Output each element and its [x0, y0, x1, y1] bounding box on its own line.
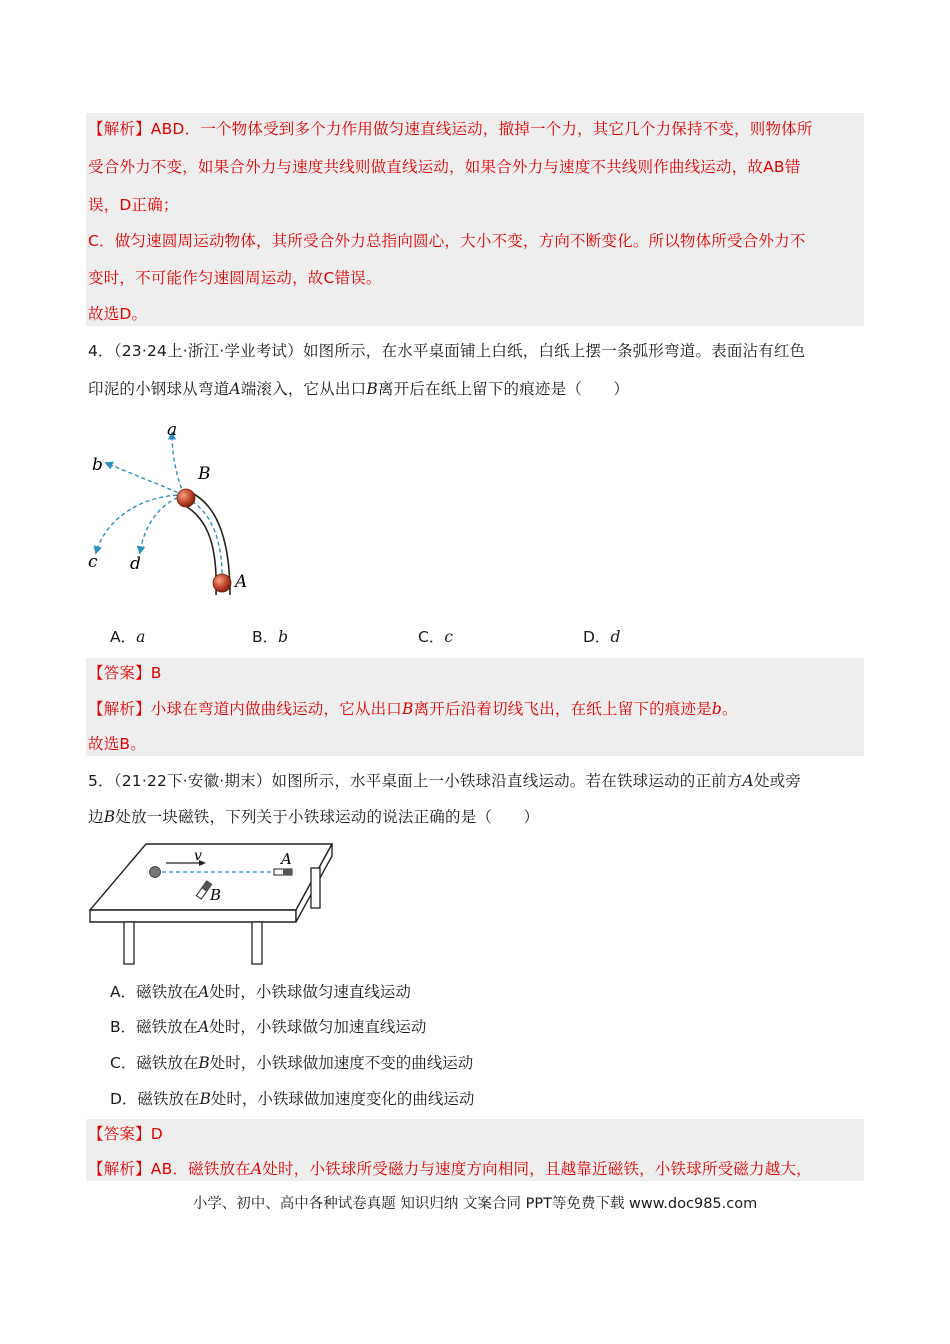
stem-text: 5．（21·22下·安徽·期末）如图所示，水平桌面上一小铁球沿直线运动。若在铁球运动的正前方 — [88, 772, 743, 790]
option-b[interactable] — [252, 627, 288, 647]
option-text: 处时，小铁球做加速度变化的曲线运动 — [210, 1090, 475, 1108]
point-label: B — [199, 1090, 211, 1108]
label-point-a: A — [235, 572, 248, 592]
option-text: 处时，小铁球做加速度不变的曲线运动 — [209, 1054, 474, 1072]
label-a: a — [167, 420, 178, 440]
label-d: d — [130, 554, 141, 574]
point-label: A — [229, 380, 241, 398]
analysis-text: 【解析】AB．磁铁放在 — [88, 1160, 251, 1178]
point-label: A — [198, 983, 210, 1001]
point-label: B — [402, 700, 414, 718]
point-label: A — [198, 1018, 210, 1036]
label-b: B — [210, 886, 222, 904]
track-inner — [180, 503, 216, 595]
option-a[interactable] — [110, 627, 145, 647]
analysis-text: 【解析】小球在弯道内做曲线运动，它从出口 — [88, 700, 403, 718]
option-b[interactable] — [110, 1017, 426, 1037]
stem-text: 处或旁 — [753, 772, 802, 790]
option-value: d — [610, 628, 621, 646]
option-value: a — [136, 628, 146, 646]
analysis-line: 变时，不可能作匀速圆周运动，故C错误。 — [88, 269, 382, 287]
option-c[interactable] — [418, 627, 453, 647]
analysis-line: 【解析】ABD．一个物体受到多个力作用做匀速直线运动，撤掉一个力，其它几个力保持不变，则物体所 — [88, 120, 813, 138]
point-label: A — [742, 772, 754, 790]
question-5-stem — [88, 807, 539, 827]
option-letter: A． — [110, 628, 137, 646]
path-d — [140, 495, 184, 553]
option-letter: B． — [252, 628, 279, 646]
choose-line: 故选D。 — [88, 305, 148, 323]
point-label: B — [103, 808, 116, 826]
tabletop-front — [90, 910, 296, 922]
table-figure — [86, 838, 336, 968]
answer-line: 【答案】B — [88, 664, 162, 682]
path-a — [172, 433, 184, 495]
trace-label: b — [711, 700, 723, 718]
analysis-line — [88, 699, 738, 719]
analysis-text: 处时，小铁球所受磁力与速度方向相同，且越靠近磁铁，小铁球所受磁力越大， — [262, 1160, 812, 1178]
option-a[interactable] — [110, 982, 411, 1002]
label-v: v — [194, 848, 202, 864]
ball-a — [213, 574, 231, 592]
stem-text: 端滚入，它从出口 — [240, 380, 367, 398]
option-c[interactable] — [110, 1053, 473, 1073]
option-value: c — [444, 628, 454, 646]
curved-track-figure — [80, 415, 280, 605]
stem-text: 离开后在纸上留下的痕迹是（ ） — [377, 380, 630, 398]
choose-line: 故选B。 — [88, 735, 146, 753]
table-leg — [252, 922, 262, 964]
label-point-b: B — [198, 464, 211, 484]
stem-text: 边 — [88, 808, 104, 826]
analysis-box — [86, 113, 864, 326]
point-label: A — [250, 1160, 263, 1178]
option-text: 处时，小铁球做匀速直线运动 — [209, 983, 411, 1001]
label-b: b — [92, 455, 103, 475]
option-d[interactable] — [110, 1089, 474, 1109]
ball-b — [177, 489, 195, 507]
page-footer: 小学、初中、高中各种试卷真题 知识归纳 文案合同 PPT等免费下载 www.doc985.com — [192, 1196, 758, 1212]
path-c — [96, 495, 184, 553]
question-4-stem: 4．（23·24上·浙江·学业考试）如图所示，在水平桌面铺上白纸，白纸上摆一条弧形弯道。表面沾有红色 — [88, 342, 806, 360]
option-d[interactable] — [583, 627, 620, 647]
analysis-line: 误，D正确； — [88, 196, 179, 214]
question-4-stem — [88, 379, 629, 399]
option-text: B．磁铁放在 — [110, 1018, 199, 1036]
analysis-text: 。 — [722, 700, 738, 718]
option-letter: D． — [583, 628, 611, 646]
option-text: C．磁铁放在 — [110, 1054, 199, 1072]
label-c: c — [88, 552, 98, 572]
point-label: B — [366, 380, 378, 398]
stem-text: 印泥的小钢球从弯道 — [88, 380, 230, 398]
question-5-stem — [88, 771, 801, 791]
label-a: A — [281, 850, 292, 868]
option-text: D．磁铁放在 — [110, 1090, 200, 1108]
analysis-line: C．做匀速圆周运动物体，其所受合外力总指向圆心，大小不变，方向不断变化。所以物体所受合外力不 — [88, 232, 806, 250]
option-letter: C． — [418, 628, 445, 646]
iron-ball — [150, 867, 161, 878]
stem-text: 处放一块磁铁，下列关于小铁球运动的说法正确的是（ ） — [115, 808, 540, 826]
analysis-line: 受合外力不变，如果合外力与速度共线则做直线运动，如果合外力与速度不共线则作曲线运动，故AB错 — [88, 158, 801, 176]
point-label: B — [198, 1054, 210, 1072]
analysis-text: 离开后沿着切线飞出，在纸上留下的痕迹是 — [413, 700, 712, 718]
option-text: 处时，小铁球做匀加速直线运动 — [209, 1018, 427, 1036]
table-leg — [124, 922, 134, 964]
option-value: b — [278, 628, 289, 646]
magnet-a-half — [283, 869, 292, 875]
table-leg — [311, 868, 320, 908]
option-text: A．磁铁放在 — [110, 983, 199, 1001]
answer-line: 【答案】D — [88, 1125, 163, 1143]
analysis-line — [88, 1159, 812, 1179]
path-b — [106, 463, 184, 495]
